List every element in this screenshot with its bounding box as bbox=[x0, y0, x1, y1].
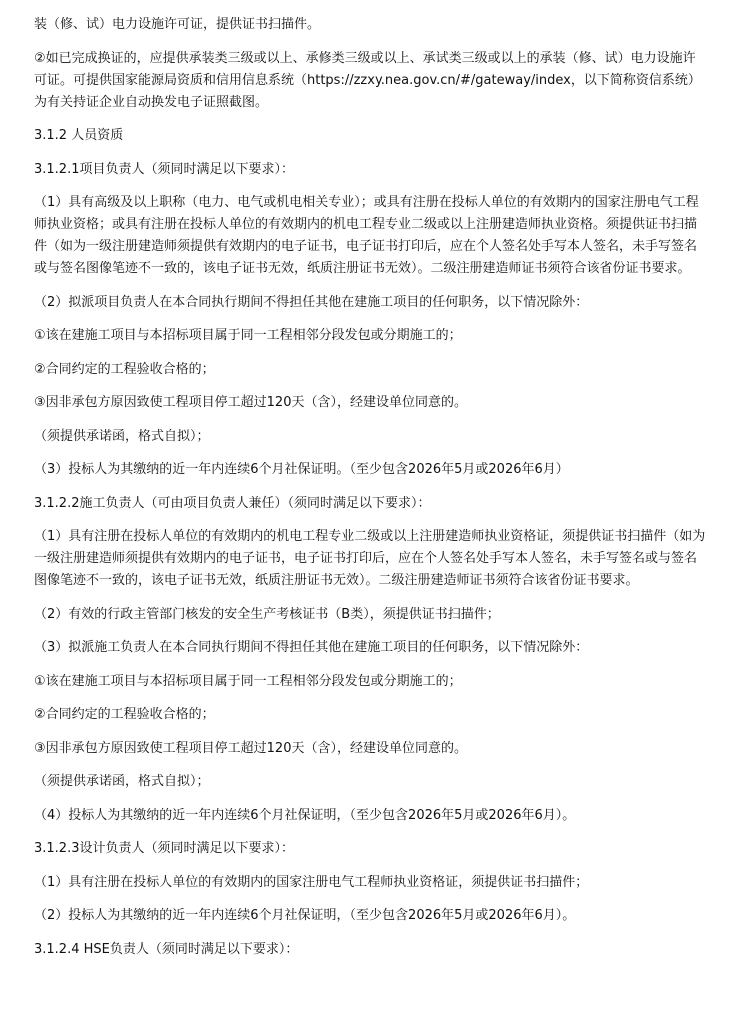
paragraph-dm-qualification: （1）具有注册在投标人单位的有效期内的国家注册电气工程师执业资格证，须提供证书扫描件； bbox=[34, 874, 589, 890]
paragraph-pm-social-security: （3）投标人为其缴纳的近一年内连续6个月社保证明。（至少包含2026年5月或2026年6月） bbox=[34, 462, 569, 477]
section-heading-personnel: 3.1.2 人员资质 bbox=[34, 128, 124, 143]
paragraph-cm-commitment: （须提供承诺函，格式自拟）； bbox=[34, 774, 210, 789]
paragraph-cm-qualification: （1）具有注册在投标人单位的有效期内的机电工程专业二级或以上注册建造师执业资格证，须提供证书扫描件（如为一级注册建造师须提供有效期内的电子证书，电子证书打印后，应在个人签名处手写本人签名，未手写签名或与签名图像笔迹不一致的，该电子证书无效，纸质注册证书无效）。二级注册建造师证书须符合该省份证书要求。 bbox=[34, 529, 706, 588]
paragraph-cm-exception-3: ③因非承包方原因致使工程项目停工超过120天（含），经建设单位同意的。 bbox=[34, 740, 467, 756]
paragraph-pm-exception-2: ②合同约定的工程验收合格的； bbox=[34, 361, 215, 377]
paragraph-pm-qualification: （1）具有高级及以上职称（电力、电气或机电相关专业）；或具有注册在投标人单位的有效期内的国家注册电气工程师执业资格；或具有注册在投标人单位的有效期内的机电工程专业二级或以上注册建造师执业资格。须提供证书扫描件（如为一级注册建造师须提供有效期内的电子证书，电子证书打印后，应在个人签名处手写本人签名，未手写签名或与签名图像笔迹不一致的，该电子证书无效，纸质注册证书无效）。二级注册建造师证书须符合该省份证书要求。 bbox=[34, 195, 699, 276]
paragraph-dm-social-security: （2）投标人为其缴纳的近一年内连续6个月社保证明，（至少包含2026年5月或2026年6月）。 bbox=[34, 908, 576, 923]
subsection-heading-construction-manager: 3.1.2.2施工负责人（可由项目负责人兼任）（须同时满足以下要求）： bbox=[34, 495, 431, 511]
subsection-heading-design-manager: 3.1.2.3设计负责人（须同时满足以下要求）： bbox=[34, 841, 294, 856]
paragraph-cm-exception-1: ①该在建施工项目与本招标项目属于同一工程相邻分段发包或分期施工的； bbox=[34, 673, 462, 689]
paragraph-pm-commitment: （须提供承诺函，格式自拟）； bbox=[34, 428, 210, 444]
paragraph-cm-social-security: （4）投标人为其缴纳的近一年内连续6个月社保证明，（至少包含2026年5月或2026年6月）。 bbox=[34, 807, 576, 823]
paragraph-pm-exception-3: ③因非承包方原因致使工程项目停工超过120天（含），经建设单位同意的。 bbox=[34, 395, 467, 410]
paragraph-cm-exception-2: ②合同约定的工程验收合格的； bbox=[34, 707, 215, 722]
paragraph-cm-no-other-duty: （3）拟派施工负责人在本合同执行期间不得担任其他在建施工项目的任何职务，以下情况除外： bbox=[34, 640, 589, 655]
subsection-heading-project-manager: 3.1.2.1项目负责人（须同时满足以下要求）： bbox=[34, 161, 294, 177]
paragraph-license-continuation: 装（修、试）电力设施许可证，提供证书扫描件。 bbox=[34, 17, 321, 32]
paragraph-pm-exception-1: ①该在建施工项目与本招标项目属于同一工程相邻分段发包或分期施工的； bbox=[34, 328, 462, 343]
paragraph-cm-safety-certificate: （2）有效的行政主管部门核发的安全生产考核证书（B类），须提供证书扫描件； bbox=[34, 606, 500, 622]
paragraph-license-renewal: ②如已完成换证的，应提供承装类三级或以上、承修类三级或以上、承试类三级或以上的承装（修、试）电力设施许可证。可提供国家能源局资质和信用信息系统（https://zzxy.nea.gov.cn/#/gateway/index，以下简称资信系统）为有关持证企业自动换发电子证照截图。 bbox=[34, 50, 701, 110]
paragraph-pm-no-other-duty: （2）拟派项目负责人在本合同执行期间不得担任其他在建施工项目的任何职务，以下情况除外： bbox=[34, 294, 589, 310]
subsection-heading-hse-manager: 3.1.2.4 HSE负责人（须同时满足以下要求）： bbox=[34, 941, 299, 957]
